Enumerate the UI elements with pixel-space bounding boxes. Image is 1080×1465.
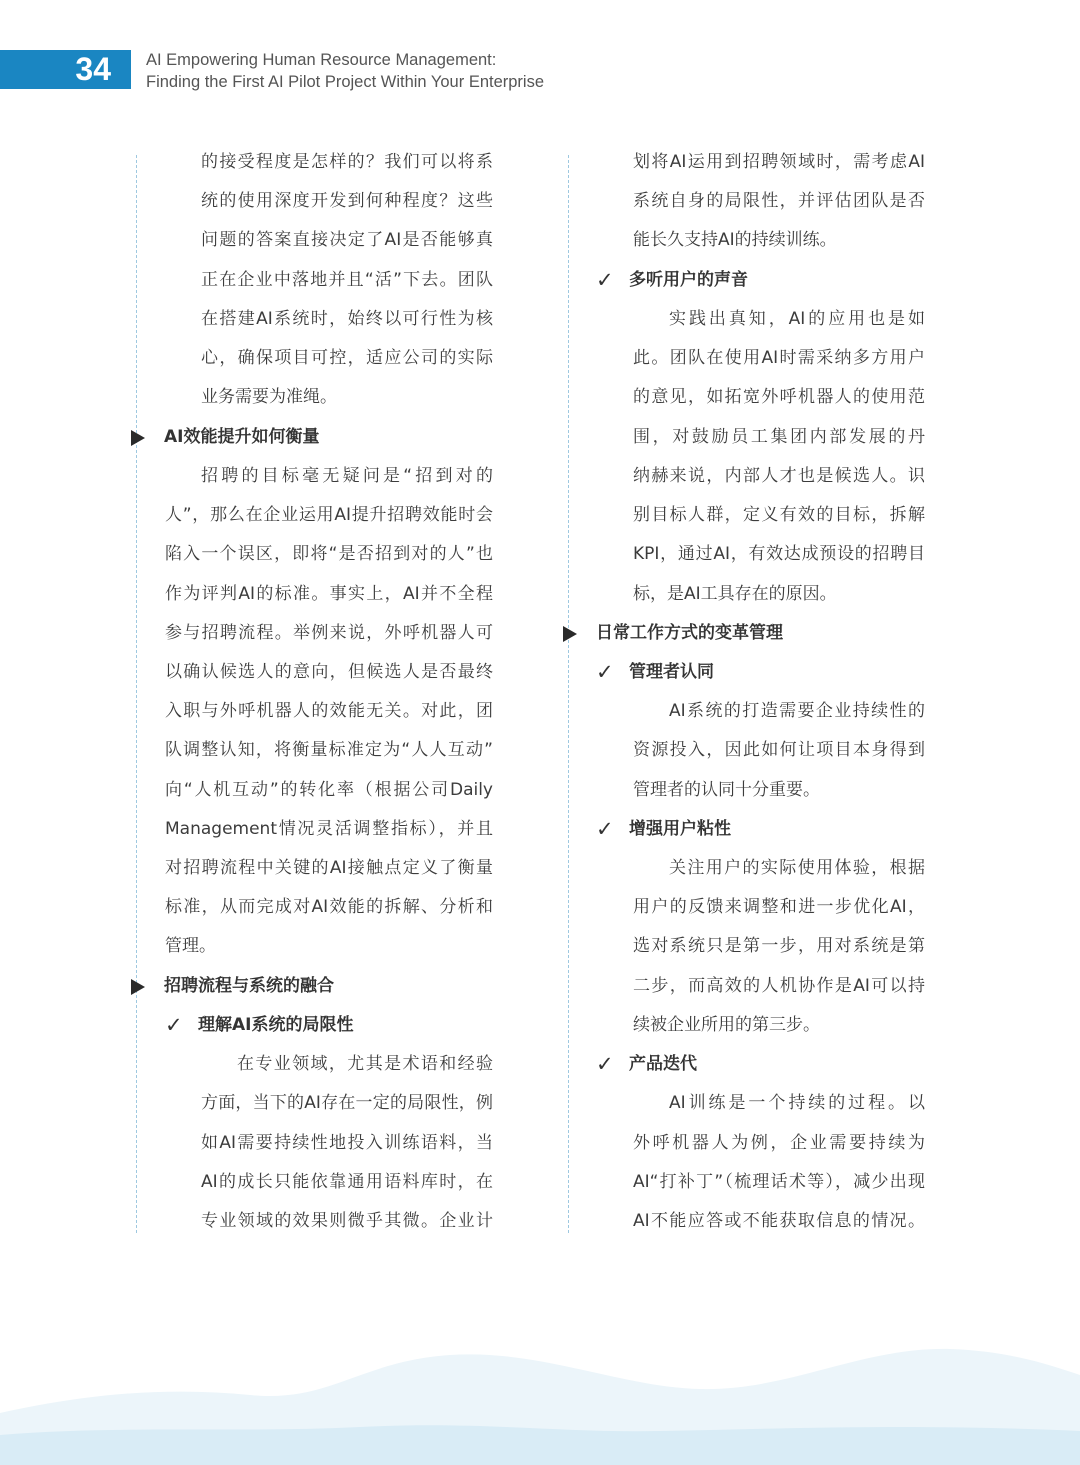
paragraph-line: 作为评判AI的标准。事实上，AI并不全程	[165, 584, 493, 604]
paragraph-line: 续被企业所用的第三步。	[633, 1015, 820, 1035]
paragraph-line: 用户的反馈来调整和进一步优化AI，	[633, 897, 925, 917]
paragraph-line: 实践出真知，AI的应用也是如	[669, 309, 925, 329]
paragraph-line: 心，确保项目可控，适应公司的实际	[201, 348, 493, 368]
check-icon: ✓	[596, 817, 614, 841]
paragraph-line: KPI，通过AI，有效达成预设的招聘目	[633, 544, 925, 564]
paragraph-line: 对招聘流程中关键的AI接触点定义了衡量	[165, 858, 493, 878]
triangle-bullet-icon	[131, 430, 145, 446]
check-icon: ✓	[596, 268, 614, 292]
paragraph-line: 的接受程度是怎样的？我们可以将系	[201, 152, 493, 172]
paragraph-line: 入职与外呼机器人的效能无关。对此，团	[165, 701, 493, 721]
paragraph-line: 人”，那么在企业运用AI提升招聘效能时会	[165, 505, 493, 525]
paragraph-line: 管理者的认同十分重要。	[633, 780, 820, 800]
decorative-wave	[0, 1335, 1080, 1465]
triangle-bullet-icon	[131, 979, 145, 995]
paragraph-line: AI系统的打造需要企业持续性的	[669, 701, 925, 721]
check-icon: ✓	[165, 1013, 183, 1037]
paragraph-line: AI不能应答或不能获取信息的情况。	[633, 1211, 925, 1231]
paragraph-line: 以确认候选人的意向，但候选人是否最终	[165, 662, 493, 682]
paragraph-line: 能长久支持AI的持续训练。	[633, 230, 837, 250]
paragraph-line: 标，是AI工具存在的原因。	[633, 584, 837, 604]
page-number: 34	[75, 51, 111, 87]
paragraph-line: 资源投入，因此如何让项目本身得到	[633, 740, 925, 760]
subsection-heading: 产品迭代	[629, 1054, 697, 1074]
right-column-rule	[568, 155, 569, 1233]
subsection-heading: 理解AI系统的局限性	[198, 1015, 354, 1035]
paragraph-line: 选对系统只是第一步，用对系统是第	[633, 936, 925, 956]
paragraph-line: 如AI需要持续性地投入训练语料，当	[201, 1133, 493, 1153]
wave-front	[0, 1425, 1080, 1465]
paragraph-line: 的意见，如拓宽外呼机器人的使用范	[633, 387, 925, 407]
section-heading: 日常工作方式的变革管理	[596, 623, 783, 643]
paragraph-line: 招聘的目标毫无疑问是“招到对的	[201, 466, 493, 486]
paragraph-line: 统的使用深度开发到何种程度？这些	[201, 191, 493, 211]
section-heading: AI效能提升如何衡量	[164, 427, 320, 447]
paragraph-line: 正在企业中落地并且“活”下去。团队	[201, 270, 493, 290]
paragraph-line: 队调整认知，将衡量标准定为“人人互动”	[165, 740, 493, 760]
check-icon: ✓	[596, 1052, 614, 1076]
paragraph-line: 专业领域的效果则微乎其微。企业计	[201, 1211, 493, 1231]
paragraph-line: 系统自身的局限性，并评估团队是否	[633, 191, 925, 211]
check-icon: ✓	[596, 660, 614, 684]
paragraph-line: 别目标人群，定义有效的目标，拆解	[633, 505, 925, 525]
paragraph-line: AI“打补丁”（梳理话术等），减少出现	[633, 1172, 925, 1192]
page-number-badge	[0, 50, 131, 89]
paragraph-line: 管理。	[165, 936, 216, 956]
paragraph-line: 向“人机互动”的转化率（根据公司Daily	[165, 780, 493, 800]
paragraph-line: 外呼机器人为例，企业需要持续为	[633, 1133, 925, 1153]
header-title-line-2: Finding the First AI Pilot Project Within Your Enterprise	[146, 73, 545, 91]
running-header	[146, 49, 544, 93]
paragraph-line: 关注用户的实际使用体验，根据	[669, 858, 925, 878]
paragraph-line: Management情况灵活调整指标），并且	[165, 819, 493, 839]
paragraph-line: AI训练是一个持续的过程。以	[669, 1093, 925, 1113]
paragraph-line: 此。团队在使用AI时需采纳多方用户	[633, 348, 925, 368]
section-heading: 招聘流程与系统的融合	[164, 976, 334, 996]
paragraph-line: 方面，当下的AI存在一定的局限性，例	[201, 1093, 493, 1113]
paragraph-line: 标准，从而完成对AI效能的拆解、分析和	[165, 897, 493, 917]
paragraph-line: 在搭建AI系统时，始终以可行性为核	[201, 309, 493, 329]
subsection-heading: 管理者认同	[629, 662, 714, 682]
paragraph-line: 二步，而高效的人机协作是AI可以持	[633, 976, 925, 996]
paragraph-line: 参与招聘流程。举例来说，外呼机器人可	[165, 623, 493, 643]
paragraph-line: 业务需要为准绳。	[201, 387, 337, 407]
subsection-heading: 增强用户粘性	[629, 819, 731, 839]
paragraph-line: AI的成长只能依靠通用语料库时，在	[201, 1172, 493, 1192]
header-title-line-1: AI Empowering Human Resource Management:	[146, 51, 497, 69]
paragraph-line: 划将AI运用到招聘领域时，需考虑AI	[633, 152, 925, 172]
paragraph-line: 在专业领域，尤其是术语和经验	[237, 1054, 493, 1074]
paragraph-line: 围，对鼓励员工集团内部发展的丹	[633, 427, 925, 447]
paragraph-line: 问题的答案直接决定了AI是否能够真	[201, 230, 493, 250]
subsection-heading: 多听用户的声音	[629, 270, 748, 290]
triangle-bullet-icon	[563, 626, 577, 642]
paragraph-line: 陷入一个误区，即将“是否招到对的人”也	[165, 544, 493, 564]
left-column-rule	[136, 155, 137, 1233]
paragraph-line: 纳赫来说，内部人才也是候选人。识	[633, 466, 925, 486]
